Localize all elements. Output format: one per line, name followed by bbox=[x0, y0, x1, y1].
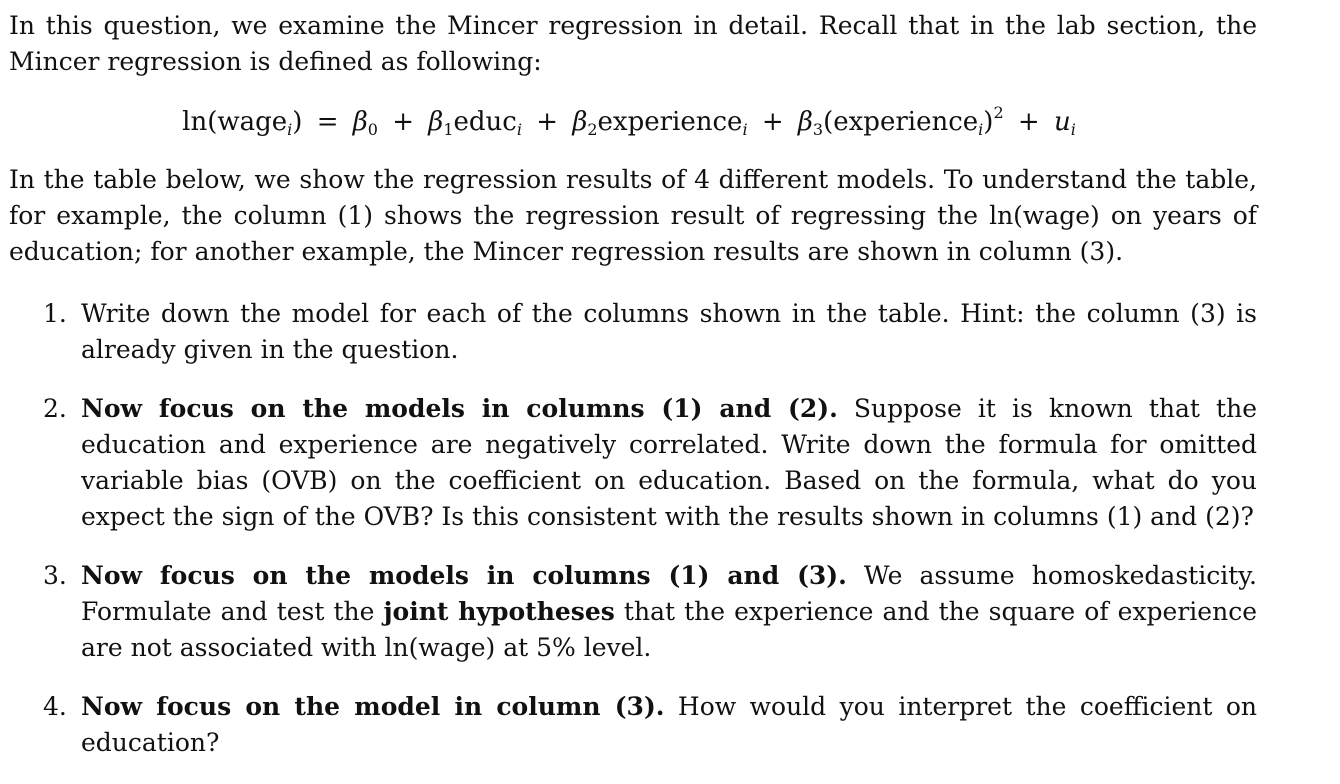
eq-plus-3: + bbox=[761, 107, 784, 137]
eq-experience: experience bbox=[597, 107, 743, 137]
question-number: 1. bbox=[43, 299, 67, 328]
eq-educ: educ bbox=[453, 107, 517, 137]
mincer-equation bbox=[9, 93, 1257, 151]
question-text: Write down the model for each of the columns shown in the table. Hint: the column (3) is already given in the question. bbox=[81, 299, 1257, 364]
eq-experience-sq-sub: i bbox=[978, 120, 984, 139]
eq-educ-sub: i bbox=[516, 120, 522, 139]
eq-plus-4: + bbox=[1017, 107, 1040, 137]
eq-beta1: β bbox=[428, 107, 444, 137]
eq-plus-1: + bbox=[392, 107, 415, 137]
eq-beta0-sub: 0 bbox=[367, 120, 378, 139]
intro-paragraph: In this question, we examine the Mincer regression in detail. Recall that in the lab section, the Mincer regression is defined as following: bbox=[9, 11, 1257, 76]
eq-error-sub: i bbox=[1070, 120, 1076, 139]
eq-experience-sq-close: ) bbox=[983, 107, 994, 137]
question-focus: Now focus on the model in column (3). bbox=[81, 692, 665, 721]
eq-experience-sq-open: (experience bbox=[823, 107, 979, 137]
eq-beta1-sub: 1 bbox=[443, 120, 454, 139]
eq-lhs-close: ) bbox=[292, 107, 303, 137]
eq-plus-2: + bbox=[536, 107, 559, 137]
eq-experience-sq-exp: 2 bbox=[993, 103, 1004, 122]
question-number: 4. bbox=[43, 692, 67, 721]
question-text-after: that the experience and the square of experience are not associated with ln(wage) at 5% level. bbox=[81, 597, 1257, 662]
eq-beta3: β bbox=[797, 107, 813, 137]
eq-lhs-sub: i bbox=[287, 120, 293, 139]
eq-beta2-sub: 2 bbox=[587, 120, 598, 139]
question-item-1 bbox=[9, 296, 1257, 368]
eq-beta3-sub: 3 bbox=[812, 120, 824, 139]
question-item-4 bbox=[9, 689, 1257, 761]
question-number: 3. bbox=[43, 561, 67, 590]
question-focus: Now focus on the models in columns (1) and (3). bbox=[81, 561, 847, 590]
eq-equals: = bbox=[316, 107, 339, 137]
question-item-3 bbox=[9, 558, 1257, 666]
eq-experience-sub: i bbox=[742, 120, 748, 139]
question-number: 2. bbox=[43, 394, 67, 423]
eq-beta0: β bbox=[352, 107, 368, 137]
eq-lhs-fn: ln(wage bbox=[182, 107, 288, 137]
question-text: How would you interpret the coefficient on education? bbox=[81, 692, 1257, 757]
eq-beta2: β bbox=[572, 107, 588, 137]
question-item-2 bbox=[9, 391, 1257, 535]
question-emphasis: joint hypotheses bbox=[383, 597, 615, 626]
equation-content bbox=[182, 93, 1076, 151]
eq-error-term: u bbox=[1053, 107, 1071, 137]
document-body bbox=[9, 8, 1257, 784]
question-list bbox=[9, 296, 1257, 761]
question-focus: Now focus on the models in columns (1) and (2). bbox=[81, 394, 838, 423]
question-text: Suppose it is known that the education and experience are negatively correlated. Write down the formula for omitted variable bias (OVB) on the coefficient on education. Based on the formula, what do you expect the sign of the OVB? Is this consistent with the results shown in columns (1) and (2)? bbox=[81, 394, 1257, 531]
table-intro-paragraph: In the table below, we show the regression results of 4 different models. To understand the table, for example, the column (1) shows the regression result of regressing the ln(wage) on years of education; for another example, the Mincer regression results are shown in column (3). bbox=[9, 165, 1257, 266]
question-text-before: We assume homoskedasticity. Formulate and test the bbox=[81, 561, 1257, 626]
